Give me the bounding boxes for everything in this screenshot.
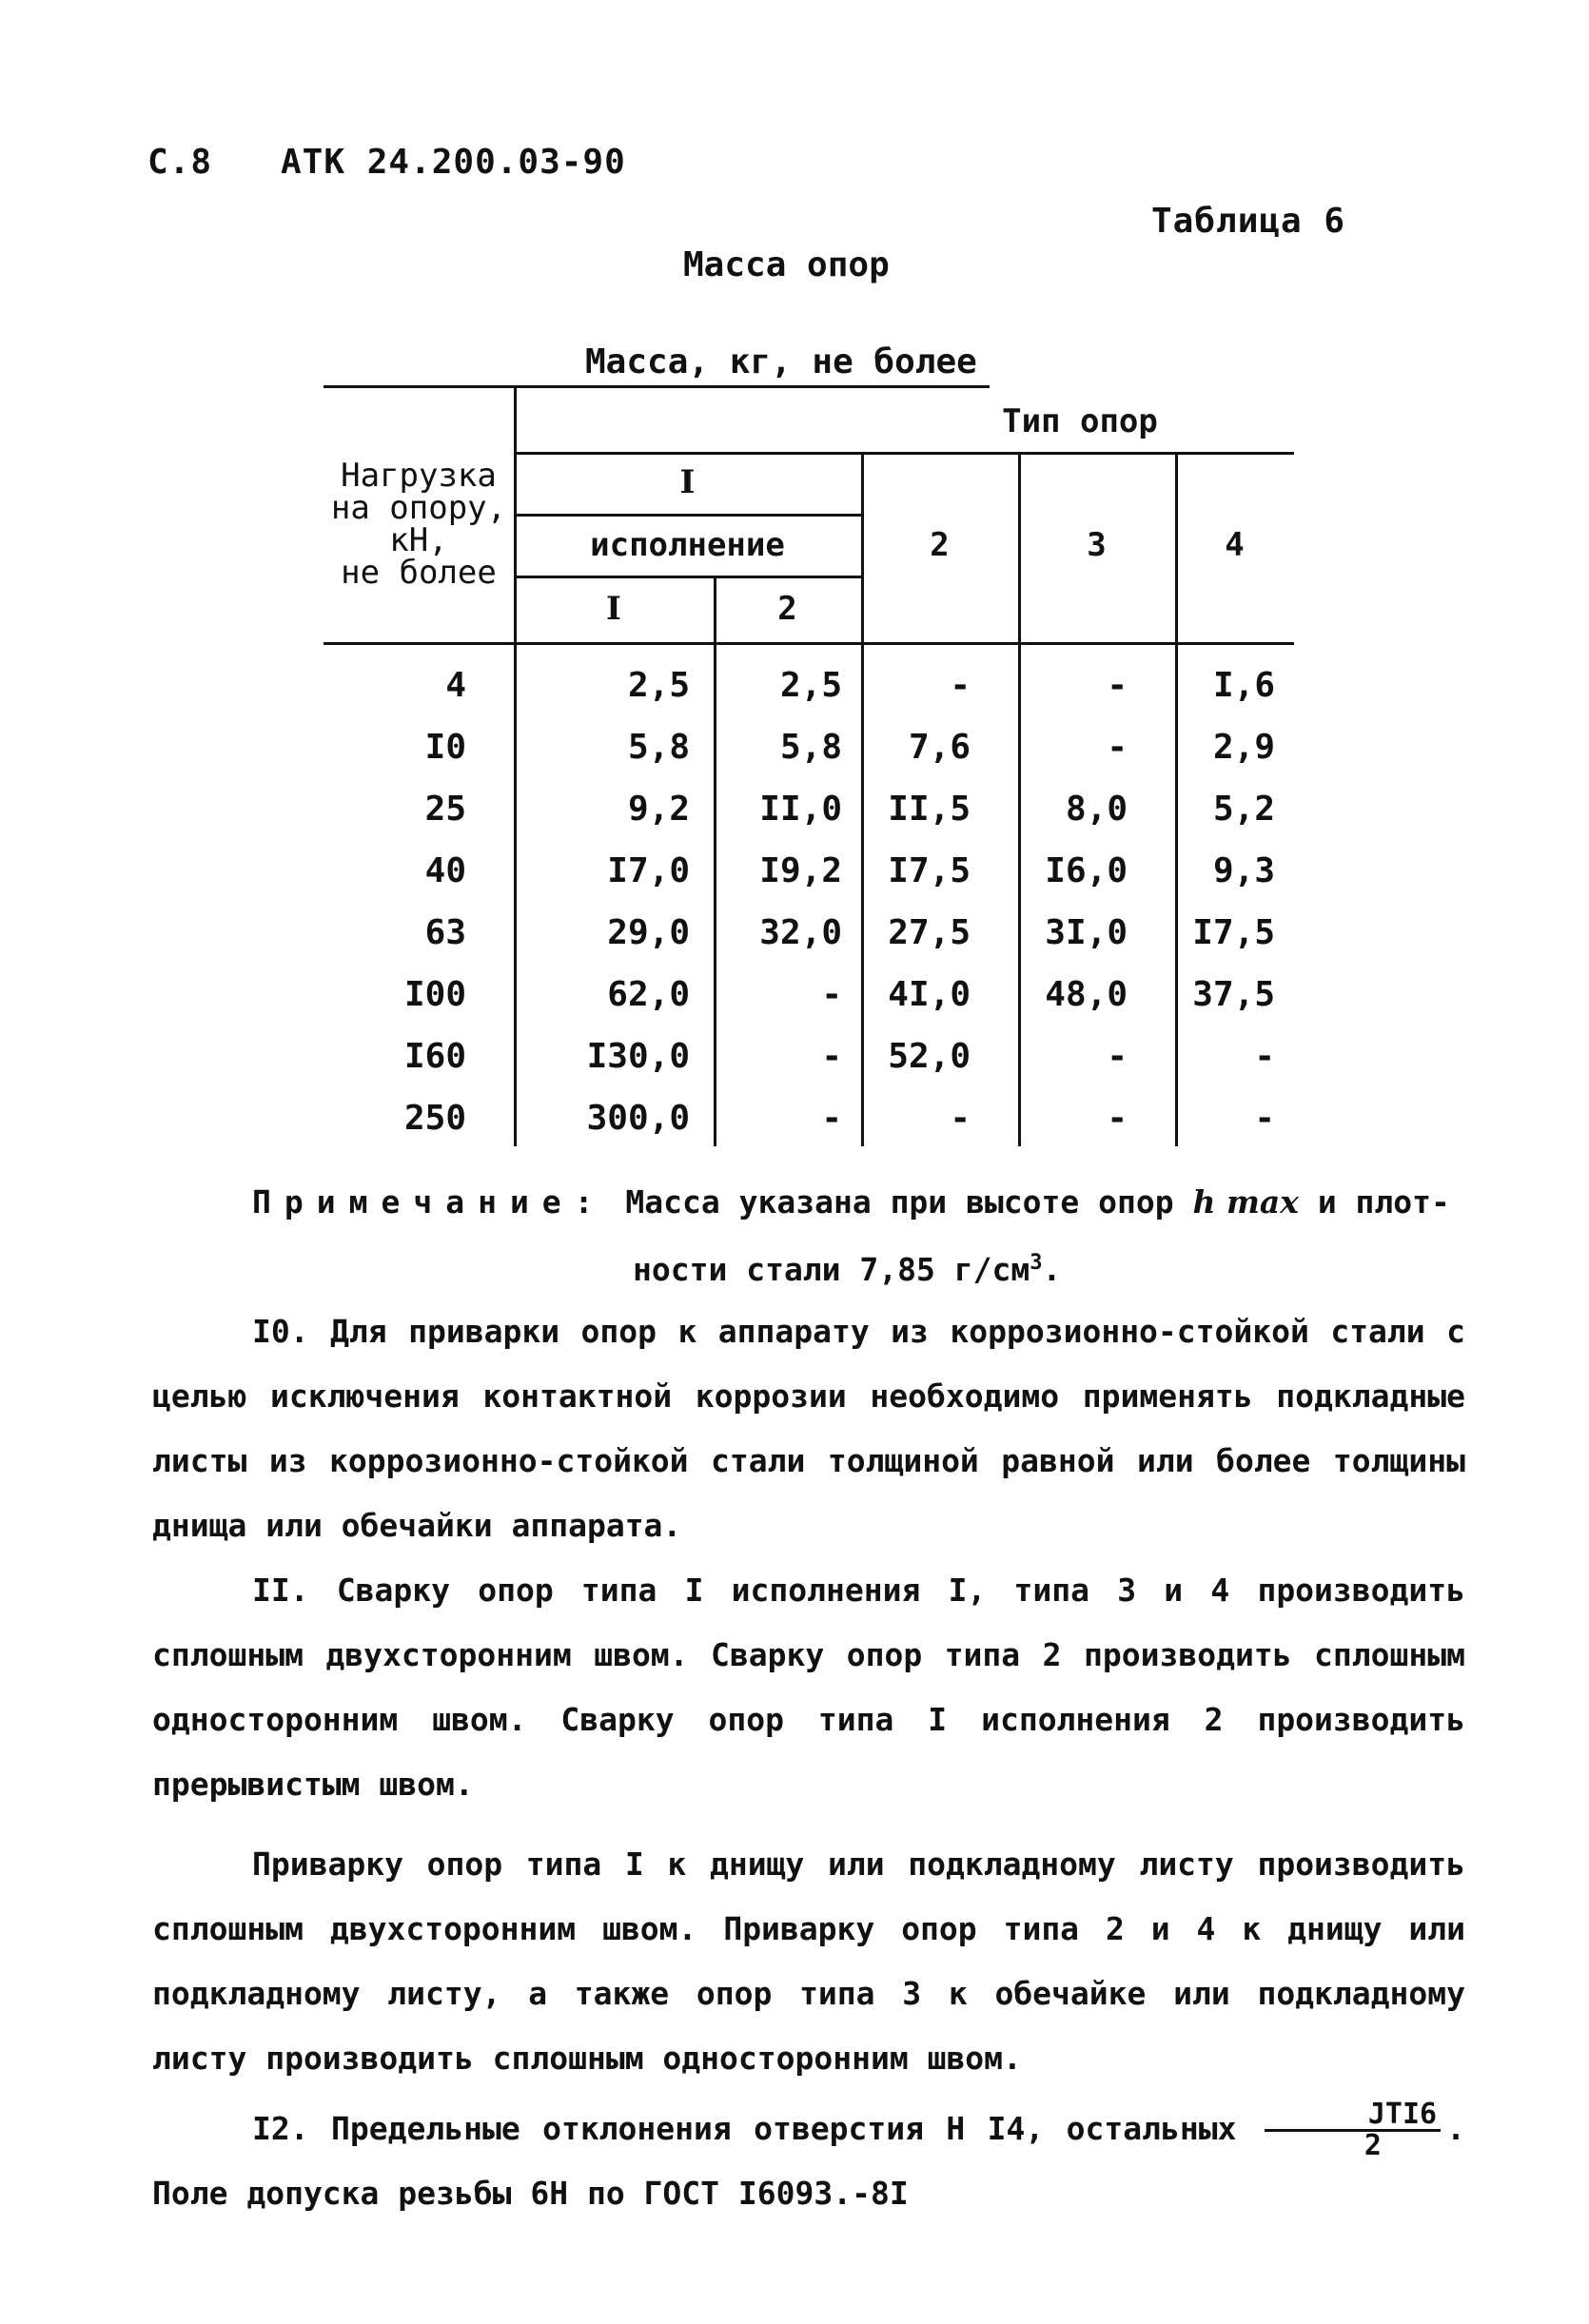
cell-type4: I,6 bbox=[1212, 666, 1275, 705]
cell-type1-exec2: II,0 bbox=[759, 790, 842, 829]
table-label: Таблица 6 bbox=[1151, 202, 1346, 241]
col-group-header: Тип опор bbox=[1002, 402, 1158, 440]
cell-type1-exec1: 300,0 bbox=[586, 1099, 690, 1138]
table-title: Масса опор bbox=[683, 245, 890, 284]
cell-type1-exec1: 62,0 bbox=[607, 975, 690, 1014]
cell-type1-exec1: 2,5 bbox=[627, 666, 690, 705]
fraction-numerator: JTI6 bbox=[1265, 2100, 1441, 2132]
paragraph-12 bbox=[152, 2097, 1465, 2226]
cell-load: 250 bbox=[403, 1099, 466, 1138]
note-superscript: 3 bbox=[1030, 1251, 1043, 1275]
cell-load: 40 bbox=[424, 851, 466, 890]
type4-header: 4 bbox=[1225, 526, 1245, 564]
cell-type1-exec2: 5,8 bbox=[779, 728, 842, 767]
note-text-4: . bbox=[1042, 1251, 1062, 1288]
cell-type4: - bbox=[1254, 1037, 1275, 1076]
cell-type2: - bbox=[950, 666, 971, 705]
cell-type2: I7,5 bbox=[888, 851, 971, 890]
cell-load: I60 bbox=[403, 1037, 466, 1076]
cell-type1-exec1: I30,0 bbox=[586, 1037, 690, 1076]
cell-type3: 8,0 bbox=[1065, 790, 1128, 829]
cell-type3: - bbox=[1107, 728, 1128, 767]
cell-type4: 2,9 bbox=[1212, 728, 1275, 767]
paragraph-11-continued: Приварку опор типа I к днищу или подкладному листу производить сплошным двухсторонним швом. Приварку опор типа 2 и 4 к днищу или подкладному листу, а также опор типа 3 к обечайке или подкладному листу производить сплошным односторонним швом. bbox=[152, 1846, 1465, 2077]
cell-type2: - bbox=[950, 1099, 971, 1138]
cell-type4: I7,5 bbox=[1192, 913, 1275, 952]
cell-type1-exec2: - bbox=[821, 1037, 842, 1076]
cell-type2: II,5 bbox=[888, 790, 971, 829]
cell-type2: 7,6 bbox=[908, 728, 971, 767]
execution-header: исполнение bbox=[590, 526, 785, 564]
cell-load: 63 bbox=[424, 913, 466, 952]
type2-header: 2 bbox=[930, 526, 950, 564]
cell-load: I00 bbox=[403, 975, 466, 1014]
table-note bbox=[252, 1172, 1480, 1300]
note-text-1: Масса указана при высоте опор bbox=[625, 1183, 1174, 1221]
exec2-header: 2 bbox=[777, 590, 797, 628]
paragraph-12-text-a: I2. Предельные отклонения отверстия Н I4, остальных bbox=[252, 2110, 1237, 2147]
cell-type1-exec2: - bbox=[821, 1099, 842, 1138]
paragraph-10: I0. Для приварки опор к аппарату из коррозионно-стойкой стали с целью исключения контактной коррозии необходимо применять подкладные листы из коррозионно-стойкой стали толщиной равной или более толщины днища или обечайки аппарата. bbox=[152, 1313, 1465, 1544]
type3-header: 3 bbox=[1087, 526, 1107, 564]
cell-type4: 37,5 bbox=[1192, 975, 1275, 1014]
fraction-denominator: 2 bbox=[1363, 2129, 1382, 2162]
note-label: Примечание: bbox=[252, 1183, 607, 1221]
mass-table bbox=[324, 385, 1294, 1146]
paragraph-11: II. Сварку опор типа I исполнения I, типа 3 и 4 производить сплошным двухсторонним швом. Сварку опор типа 2 производить сплошным односторонним швом. Сварку опор типа I исполнения 2 производить прерывистым швом. bbox=[152, 1572, 1465, 1803]
note-text-3: ности стали 7,85 г/см bbox=[633, 1251, 1030, 1288]
cell-type4: 5,2 bbox=[1212, 790, 1275, 829]
cell-load: 4 bbox=[445, 666, 466, 705]
document-code: АТК 24.200.03-90 bbox=[281, 143, 626, 182]
cell-type3: - bbox=[1107, 1099, 1128, 1138]
cell-type1-exec1: 5,8 bbox=[627, 728, 690, 767]
cell-load: I0 bbox=[424, 728, 466, 767]
cell-type3: 48,0 bbox=[1045, 975, 1128, 1014]
cell-type1-exec2: 2,5 bbox=[779, 666, 842, 705]
cell-type2: 52,0 bbox=[888, 1037, 971, 1076]
cell-type4: 9,3 bbox=[1212, 851, 1275, 890]
cell-type1-exec1: 9,2 bbox=[627, 790, 690, 829]
cell-type4: - bbox=[1254, 1099, 1275, 1138]
cell-type1-exec2: I9,2 bbox=[759, 851, 842, 890]
row-header: Нагрузка на опору, кН, не более bbox=[330, 457, 507, 592]
cell-type3: I6,0 bbox=[1045, 851, 1128, 890]
cell-type1-exec2: 32,0 bbox=[759, 913, 842, 952]
cell-type2: 27,5 bbox=[888, 913, 971, 952]
note-text-2: и плот- bbox=[1317, 1183, 1450, 1221]
tolerance-fraction bbox=[1265, 2100, 1441, 2160]
h-max-symbol: h max bbox=[1192, 1183, 1299, 1221]
cell-load: 25 bbox=[424, 790, 466, 829]
cell-type3: 3I,0 bbox=[1045, 913, 1128, 952]
table-caption: Масса, кг, не более bbox=[585, 342, 977, 381]
cell-type2: 4I,0 bbox=[888, 975, 971, 1014]
cell-type1-exec1: I7,0 bbox=[607, 851, 690, 890]
exec1-header: I bbox=[606, 590, 621, 628]
cell-type1-exec1: 29,0 bbox=[607, 913, 690, 952]
page-number: С.8 bbox=[147, 143, 213, 182]
body-text bbox=[152, 1299, 1465, 2226]
type1-header: I bbox=[679, 463, 696, 501]
cell-type1-exec2: - bbox=[821, 975, 842, 1014]
cell-type3: - bbox=[1107, 1037, 1128, 1076]
paragraph-12-text-b: . Поле допуска резьбы 6Н по ГОСТ I6093.-8I bbox=[152, 2110, 1465, 2212]
cell-type3: - bbox=[1107, 666, 1128, 705]
